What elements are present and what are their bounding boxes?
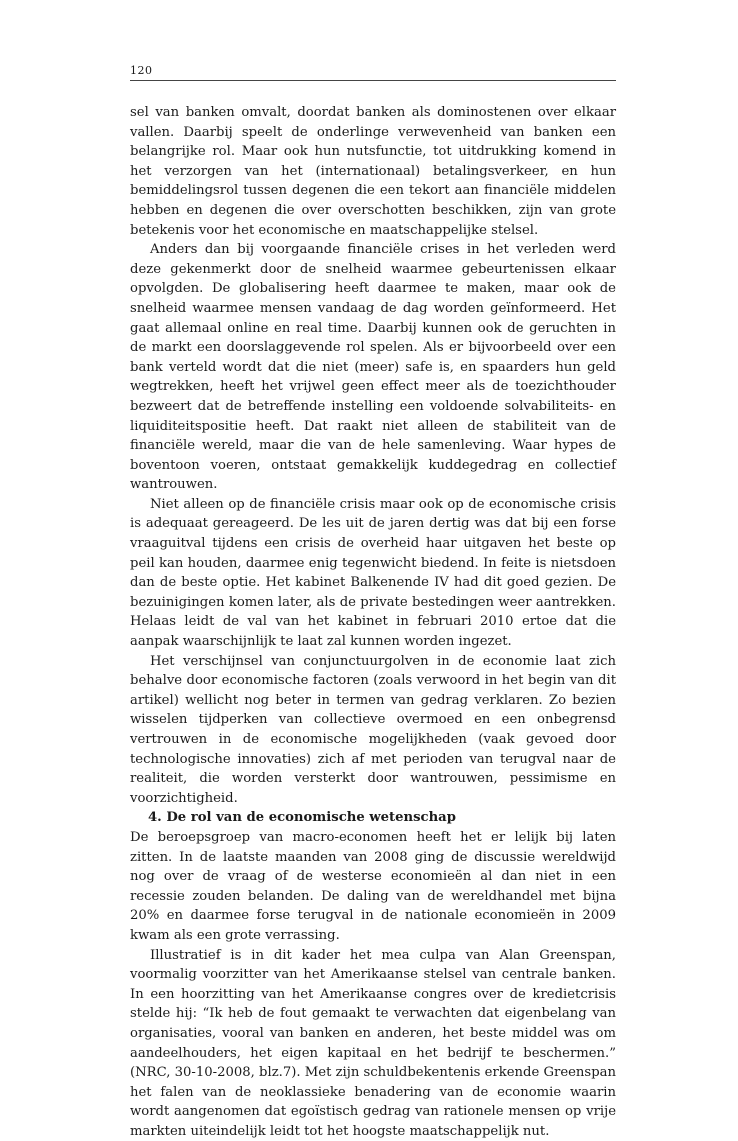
section-heading: 4. De rol van de economische wetenschap (148, 810, 456, 826)
paragraph: sel van banken omvalt, doordat banken als dominostenen over elkaar vallen. Daarbij speelt de onderlinge verwevenheid van banken een belangrijke rol. Maar ook hun nutsfunctie, tot uitdrukking komend in het verzorgen van het (internationaal) betalingsverkeer, en hun bemiddelingsrol tussen degenen die een tekort aan financiële middelen hebben en degenen die over overschotten beschikken, zijn van grote betekenis voor het economische en maatschappelijke stelsel. (130, 105, 616, 238)
body-text (130, 103, 616, 1141)
header-rule (130, 80, 616, 81)
paragraph: Niet alleen op de financiële crisis maar ook op de economische crisis is adequaat gereageerd. De les uit de jaren dertig was dat bij een forse vraaguitval tijdens een crisis de overheid haar uitgaven het beste op peil kan houden, daarmee enig tegenwicht biedend. In feite is nietsdoen dan de beste optie. Het kabinet Balkenende IV had dit goed gezien. De bezuinigingen komen later, als de private bestedingen weer aantrekken. Helaas leidt de val van het kabinet in februari 2010 ertoe dat die aanpak waarschijnlijk te laat zal kunnen worden ingezet. (130, 496, 616, 650)
paragraph: De beroepsgroep van macro-economen heeft het er lelijk bij laten zitten. In de laatste maanden van 2008 ging de discussie wereldwijd nog over de vraag of de westerse economieën al dan niet in een recessie zouden belanden. De daling van de wereldhandel met bijna 20% en daarmee forse terugval in de nationale economieën in 2009 kwam als een grote verrassing. (130, 829, 616, 943)
paragraph: Anders dan bij voorgaande financiële crises in het verleden werd deze gekenmerkt door de snelheid waarmee gebeurtenissen elkaar opvolgden. De globalisering heeft daarmee te maken, maar ook de snelheid waarmee mensen vandaag de dag worden geïnformeerd. Het gaat allemaal online en real time. Daarbij kunnen ook de geruchten in de markt een doorslaggevende rol spelen. Als er bijvoorbeeld over een bank verteld wordt dat die niet (meer) safe is, en spaarders hun geld wegtrekken, heeft het vrijwel geen effect meer als de toezichthouder bezweert dat de betreffende instelling een voldoende solvabiliteits- en liquiditeitspositie heeft. Dat raakt niet alleen de stabiliteit van de financiële wereld, maar die van de hele samenleving. Waar hypes de boventoon voeren, ontstaat gemakkelijk kuddegedrag en collectief wantrouwen. (130, 242, 616, 493)
paragraph: Illustratief is in dit kader het mea culpa van Alan Greenspan, voormalig voorzitter van het Amerikaanse stelsel van centrale banken. In een hoorzitting van het Amerikaanse congres over de kredietcrisis stelde hij: “Ik heb de fout gemaakt te verwachten dat eigenbelang van organisaties, vooral van banken en anderen, het beste middel was om aandeelhouders, het eigen kapitaal en het bedrijf te beschermen.” (NRC, 30-10-2008, blz.7). Met zijn schuldbekentenis erkende Greenspan het falen van de neoklassieke benadering van de economie waarin wordt aangenomen dat egoïstisch gedrag van rationele mensen op vrije markten uiteindelijk leidt tot het hoogste maatschappelijk nut. (130, 947, 616, 1139)
page-number: 120 (130, 64, 153, 77)
paragraph: Het verschijnsel van conjunctuurgolven in de economie laat zich behalve door economische factoren (zoals verwoord in het begin van dit artikel) wellicht nog beter in termen van gedrag verklaren. Zo bezien wisselen tijdperken van collectieve overmoed en een onbegrensd vertrouwen in de economische mogelijkheden (vaak gevoed door technologische innovaties) zich af met perioden van terugval naar de realiteit, die worden versterkt door wantrouwen, pessimisme en voorzichtigheid. (130, 653, 616, 806)
